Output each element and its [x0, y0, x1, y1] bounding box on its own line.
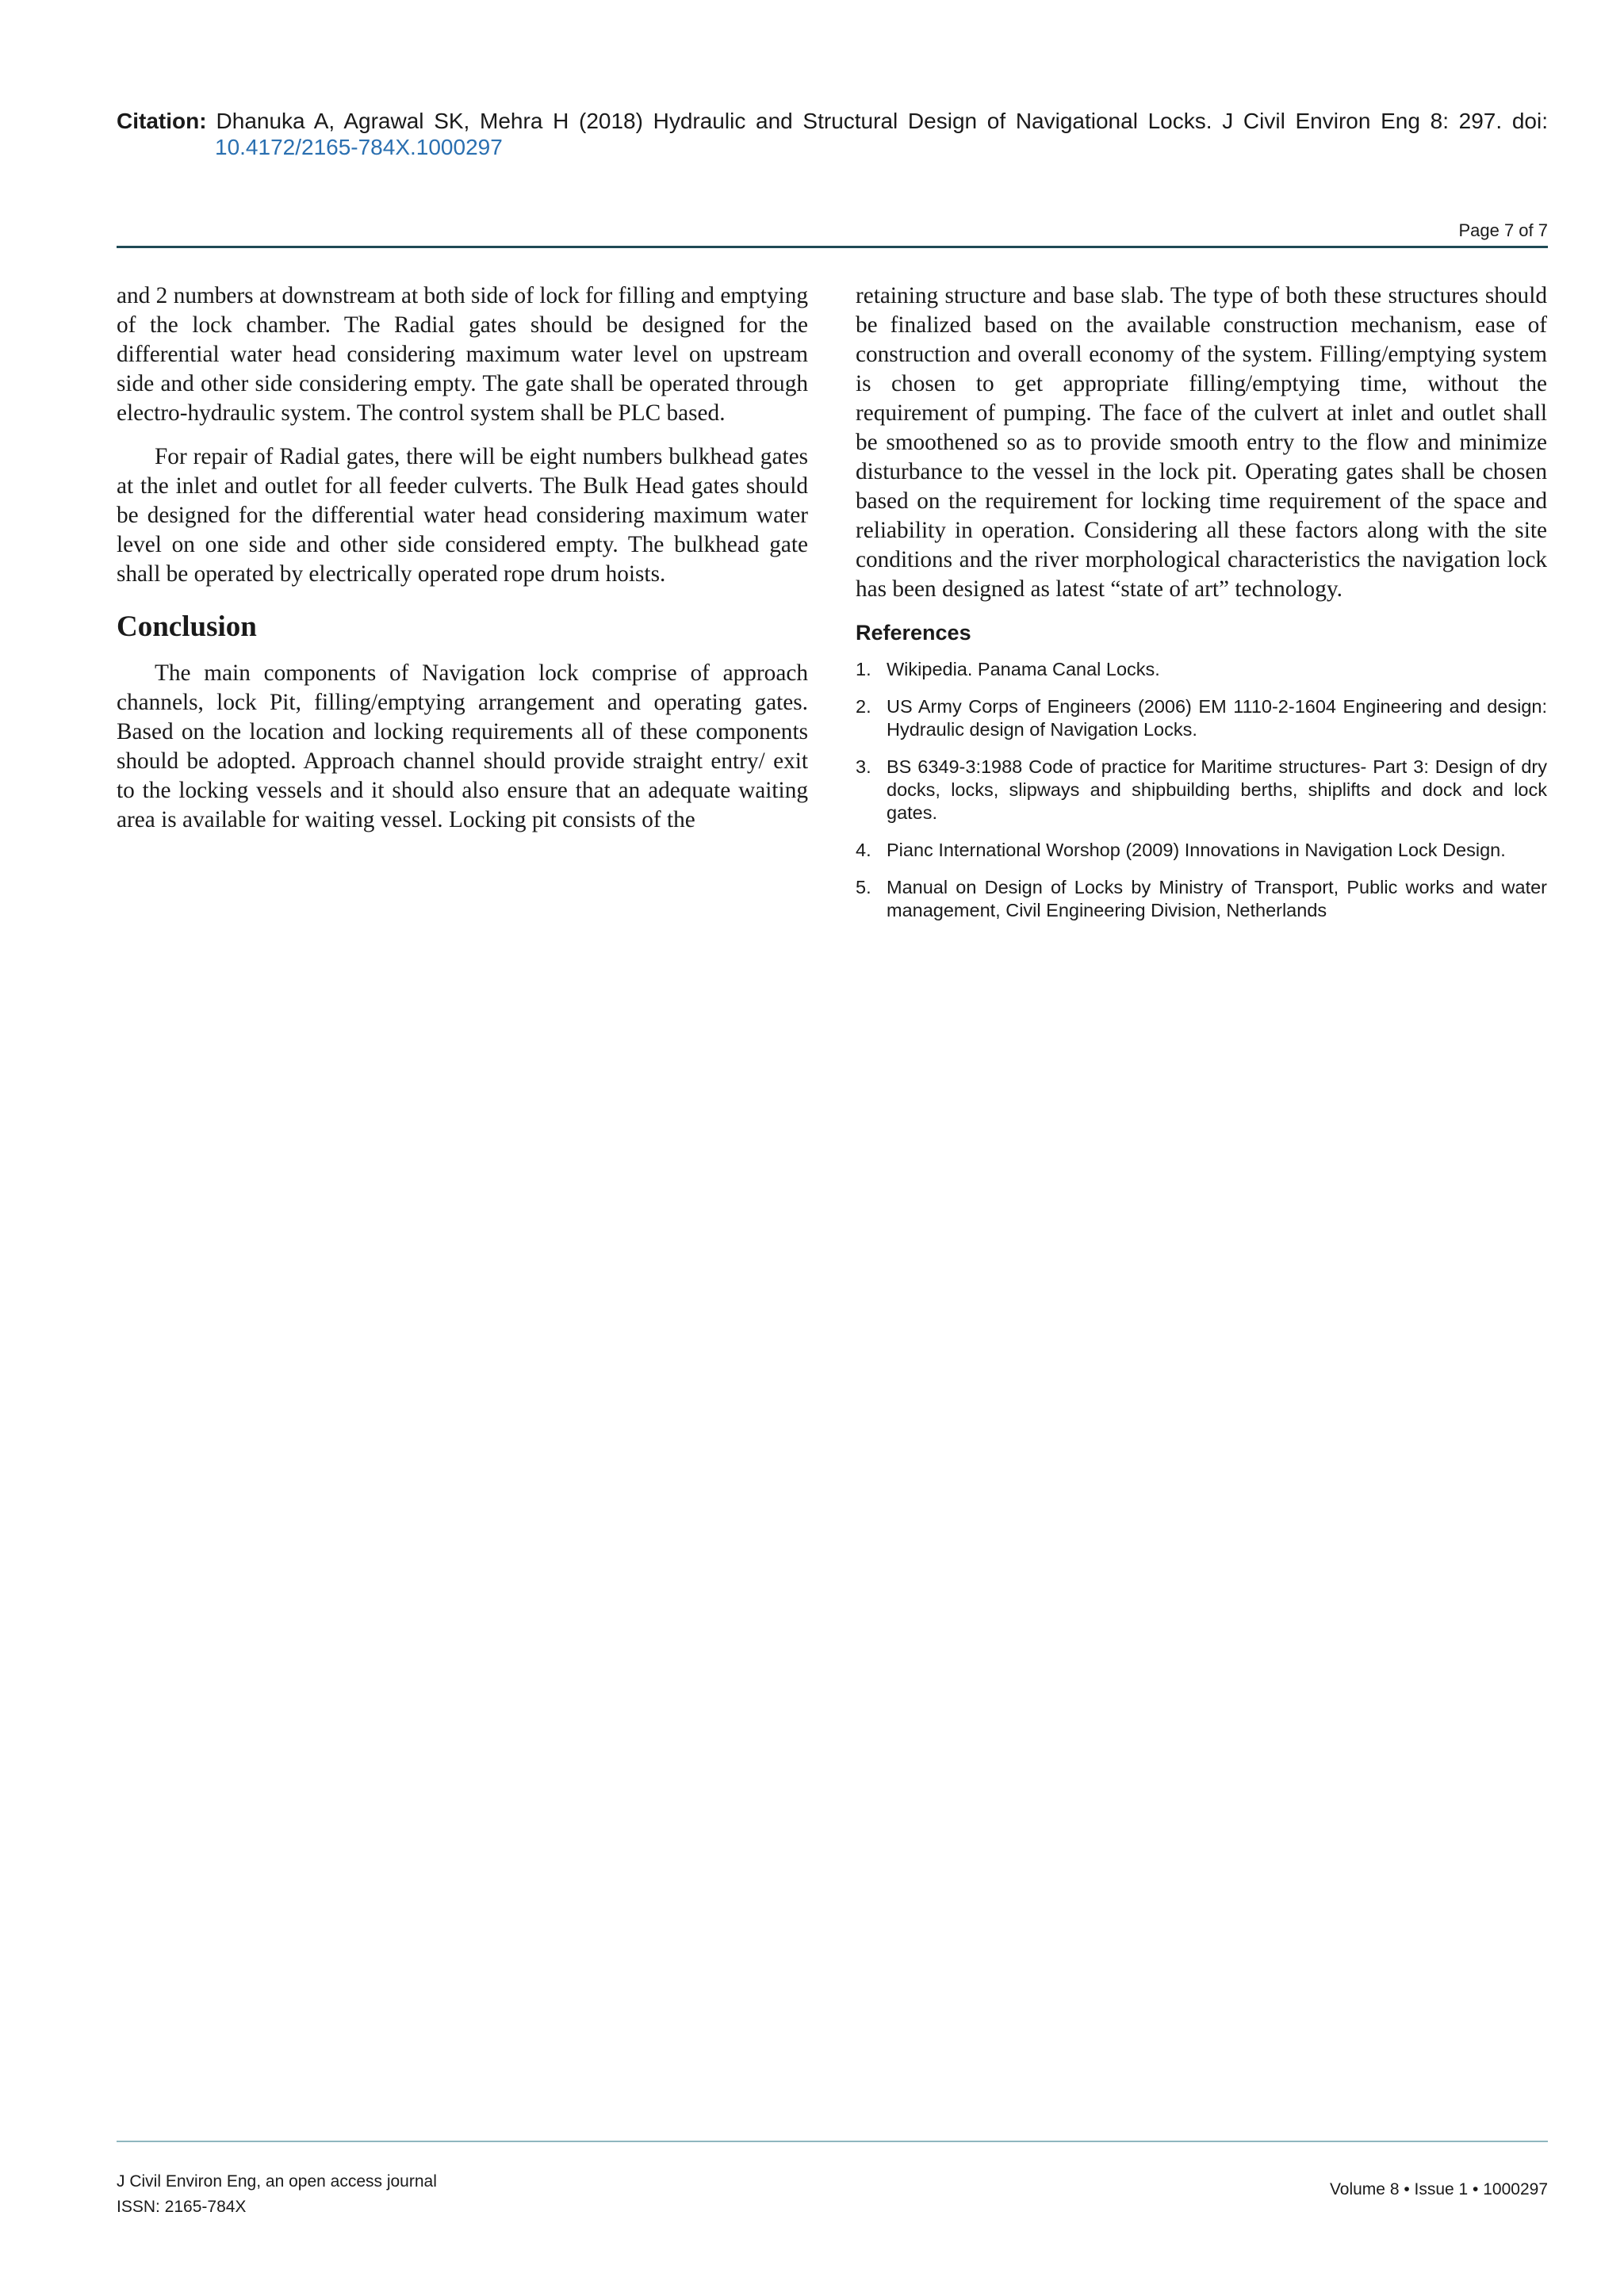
reference-number: 1.	[856, 659, 871, 679]
citation-text: Dhanuka A, Agrawal SK, Mehra H (2018) Hydraulic and Structural Design of Navigational Locks. J Civil Environ Eng 8: 297. doi:	[216, 109, 1548, 133]
reference-item	[856, 756, 1547, 825]
references-heading: References	[856, 621, 971, 645]
reference-number: 2.	[856, 696, 871, 717]
reference-text: US Army Corps of Engineers (2006) EM 1110-2-1604 Engineering and design: Hydraulic design of Navigation Locks.	[887, 696, 1547, 740]
reference-text: Wikipedia. Panama Canal Locks.	[887, 659, 1160, 679]
footer-journal: J Civil Environ Eng, an open access journal	[117, 2172, 437, 2191]
citation-block	[117, 108, 1548, 160]
reference-number: 4.	[856, 840, 871, 860]
reference-number: 3.	[856, 756, 871, 777]
body-paragraph: and 2 numbers at downstream at both side of lock for filling and emptying of the lock chamber. The Radial gates should be designed for the differential water head considering maximum water level on upstream side and other side considering empty. The gate shall be operated through electro-hydraulic system. The control system shall be PLC based.	[117, 283, 808, 426]
citation-label: Citation:	[117, 109, 207, 133]
reference-list	[856, 658, 1547, 922]
reference-item	[856, 658, 1547, 681]
footer-issn: ISSN: 2165-784X	[117, 2198, 247, 2216]
reference-text: Manual on Design of Locks by Ministry of Transport, Public works and water management, Civil Engineering Division, Netherlands	[887, 877, 1547, 920]
footer-journal-info	[117, 2169, 437, 2220]
doi-link[interactable]: 10.4172/2165-784X.1000297	[215, 135, 503, 159]
right-column	[856, 281, 1547, 936]
reference-text: BS 6349-3:1988 Code of practice for Maritime structures- Part 3: Design of dry docks, locks, slipways and shipbuilding berths, shiplifts and dock and lock gates.	[887, 756, 1547, 823]
reference-item	[856, 876, 1547, 922]
reference-number: 5.	[856, 877, 871, 897]
body-paragraph: For repair of Radial gates, there will be eight numbers bulkhead gates at the inlet and outlet for all feeder culverts. The Bulk Head gates should be designed for the differential water head considering maximum water level on one side and other side considered empty. The bulkhead gate shall be operated by electrically operated rope drum hoists.	[117, 444, 808, 587]
left-column	[117, 281, 808, 849]
page-number: Page 7 of 7	[1458, 220, 1548, 240]
reference-item	[856, 695, 1547, 741]
body-paragraph: retaining structure and base slab. The type of both these structures should be finalized based on the available construction mechanism, ease of construction and overall economy of the system. Filling/emptying system is chosen to get appropriate filling/emptying time, without the requirement of pumping. The face of the culvert at inlet and outlet shall be smoothened so as to provide smooth entry to the flow and minimize disturbance to the vessel in the lock pit. Operating gates shall be chosen based on the requirement for locking time requirement of the space and reliability in operation. Considering all these factors along with the site conditions and the river morphological characteristics the navigation lock has been designed as latest “state of art” technology.	[856, 283, 1547, 602]
footer-volume-info: Volume 8 • Issue 1 • 1000297	[1329, 2180, 1548, 2198]
body-paragraph: The main components of Navigation lock comprise of approach channels, lock Pit, filling/emptying arrangement and operating gates. Based on the location and locking requirements all of these components should be adopted. Approach channel should provide straight entry/ exit to the locking vessels and it should also ensure that an adequate waiting area is available for waiting vessel. Locking pit consists of the	[117, 660, 808, 832]
citation-row	[117, 108, 1548, 134]
reference-item	[856, 839, 1547, 862]
header-divider	[117, 246, 1548, 248]
reference-text: Pianc International Worshop (2009) Innovations in Navigation Lock Design.	[887, 840, 1506, 860]
footer-divider	[117, 2141, 1548, 2142]
conclusion-heading: Conclusion	[117, 610, 257, 643]
